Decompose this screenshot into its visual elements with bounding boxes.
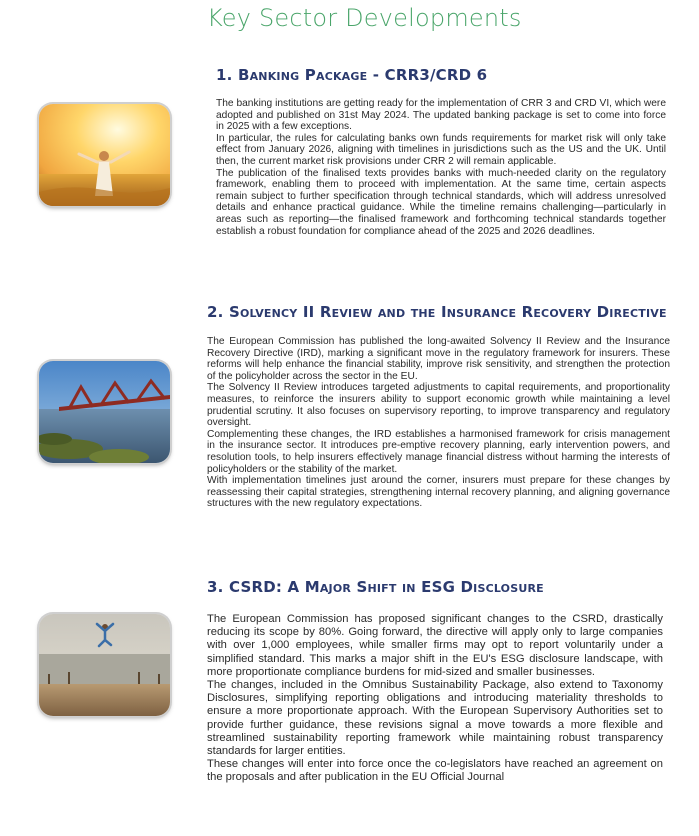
paragraph: With implementation timelines just around the corner, insurers must prepare for these changes by reassessing their capital strategies, strengthening internal recovery planning, and aligning governance structures with the new regulatory expectations. <box>207 475 670 510</box>
paragraph: The Solvency II Review introduces targeted adjustments to capital requirements, and proportionality measures, to reinforce the insurers ability to support economic growth while maintaining a level prudential scrutiny. It also focuses on supervisory reporting, to improve transparency and regulatory oversight. <box>207 382 670 429</box>
section-1-title: 1. Banking Package - CRR3/CRD 6 <box>216 66 488 84</box>
paragraph: The European Commission has proposed significant changes to the CSRD, drastically reducing its scope by 80%. Going forward, the directive will apply only to large companies with over 1,000 employees, while smaller firms may opt to report voluntarily under a simplified standard. This marks a major shift in the EU's ESG disclosure landscape, with more proportionate compliance burdens for mid-sized and smaller businesses. <box>207 613 663 678</box>
forth-bridge-image <box>39 361 170 463</box>
section-1-body <box>216 98 666 237</box>
page-title: Key Sector Developments <box>207 4 522 32</box>
section-3-body <box>207 613 663 785</box>
section-2-title: 2. Solvency II Review and the Insurance Recovery Directive <box>207 303 667 321</box>
paragraph: The European Commission has published the long-awaited Solvency II Review and the Insurance Recovery Directive (IRD), marking a significant move in the regulatory framework for insurers. These reforms will help enhance the financial stability, improve risk sensitivity, and strengthen the protection of the policyholder across the sector in the EU. <box>207 336 670 382</box>
person-jumping-off-pier-image <box>39 614 170 716</box>
paragraph: The banking institutions are getting ready for the implementation of CRR 3 and CRD VI, which were adopted and published on 31st May 2024. The updated banking package is set to come into force in 2025 with a few exceptions. <box>216 98 666 133</box>
woman-in-sunlit-wheat-field-image <box>39 104 170 206</box>
paragraph: The publication of the finalised texts provides banks with much-needed clarity on the regulatory framework, enabling them to proceed with implementation. At the same time, certain aspects remain subject to further specification through technical standards, which will address unresolved details and enhance practical guidance. While the timeline remains challenging—particularly in areas such as reporting—the finalised framework and forthcoming technical standards together establish a robust foundation for compliance ahead of the 2025 and 2026 deadlines. <box>216 167 666 237</box>
paragraph: These changes will enter into force once the co-legislators have reached an agreement on the proposals and after publication in the EU Official Journal <box>207 758 663 784</box>
paragraph: The changes, included in the Omnibus Sustainability Package, also extend to Taxonomy Disclosures, simplifying reporting obligations and introducing materiality thresholds to ensure a more proportionate approach. With the European Supervisory Authorities set to provide further guidance, these revisions signal a move towards a more flexible and streamlined sustainability reporting framework while maintaining robust transparency standards for larger entities. <box>207 679 663 758</box>
paragraph: In particular, the rules for calculating banks own funds requirements for market risk will only take effect from January 2026, aligning with timelines in jurisdictions such as the US and the UK. Until then, the current market risk provisions under CRR 2 will remain applicable. <box>216 132 666 167</box>
section-3-title: 3. CSRD: A Major Shift in ESG Disclosure <box>207 578 544 596</box>
paragraph: Complementing these changes, the IRD establishes a harmonised framework for crisis management in the insurance sector. It introduces pre-emptive recovery planning, early intervention powers, and resolution tools, to help insurers effectively manage financial distress without harming the interests of policyholders or the stability of the market. <box>207 428 670 475</box>
section-2-body <box>207 336 670 510</box>
